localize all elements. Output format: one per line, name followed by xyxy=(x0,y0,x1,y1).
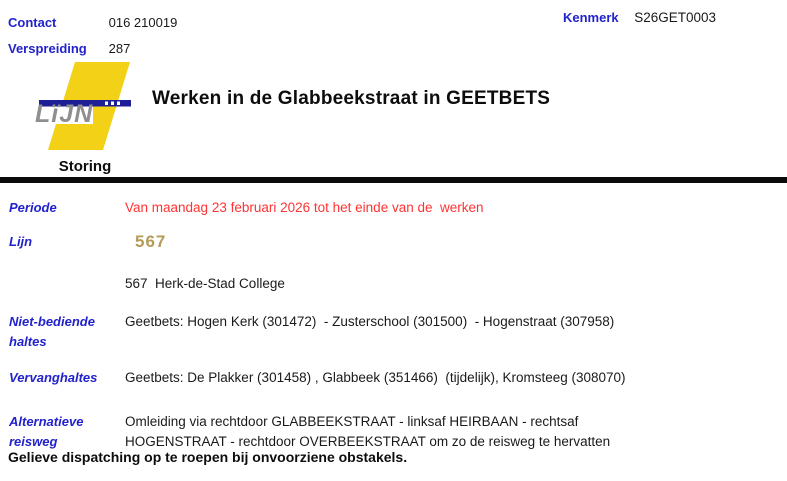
logo-wordmark: LïJN xyxy=(35,100,94,128)
niet-bediende-label: Niet-bediende haltes xyxy=(9,314,95,349)
dispatch-note: Gelieve dispatching op te roepen bij onvoorziene obstakels. xyxy=(8,449,408,465)
kenmerk-row xyxy=(563,10,716,25)
niet-bediende-value: Geetbets: Hogen Kerk (301472) - Zusterschool (301500) - Hogenstraat (307958) xyxy=(125,314,615,329)
kenmerk-label: Kenmerk xyxy=(563,10,619,25)
contact-row xyxy=(8,10,177,36)
route-value: 567 Herk-de-Stad College xyxy=(125,276,285,291)
alternatieve-reisweg-label: Alternatieve reisweg xyxy=(9,414,84,449)
lijn-row xyxy=(0,232,787,252)
lijn-label: Lijn xyxy=(9,234,33,249)
periode-row xyxy=(0,198,787,218)
vervanghaltes-label: Vervanghaltes xyxy=(9,370,98,385)
de-lijn-logo-block xyxy=(30,62,140,175)
divider-bar xyxy=(0,177,787,183)
route-row xyxy=(0,274,787,294)
periode-label: Periode xyxy=(9,200,57,215)
verspreiding-row xyxy=(8,36,177,62)
contact-label: Contact xyxy=(8,15,57,30)
vervanghaltes-row xyxy=(0,368,787,388)
verspreiding-value: 287 xyxy=(108,41,131,56)
verspreiding-label: Verspreiding xyxy=(8,41,87,56)
alternatieve-reisweg-row xyxy=(0,412,787,452)
page-title: Werken in de Glabbeekstraat in GEETBETS xyxy=(152,88,551,109)
contact-value: 016 210019 xyxy=(108,15,178,30)
logo-caption: Storing xyxy=(58,158,112,175)
periode-value: Van maandag 23 februari 2026 tot het einde van de werken xyxy=(125,200,484,215)
niet-bediende-row xyxy=(0,312,787,352)
lijn-number: 567 xyxy=(135,232,167,251)
kenmerk-value: S26GET0003 xyxy=(634,10,717,25)
details-table xyxy=(0,190,787,452)
de-lijn-logo-icon xyxy=(35,62,135,152)
vervanghaltes-value: Geetbets: De Plakker (301458) , Glabbeek (351466) (tijdelijk), Kromsteeg (308070) xyxy=(125,370,626,385)
alternatieve-reisweg-value: Omleiding via rechtdoor GLABBEEKSTRAAT - linksaf HEIRBAAN - rechtsaf HOGENSTRAAT - rechtdoor OVERBEEKSTRAAT om zo de reisweg te hervatten xyxy=(125,414,611,449)
meta-left-block xyxy=(8,10,177,62)
